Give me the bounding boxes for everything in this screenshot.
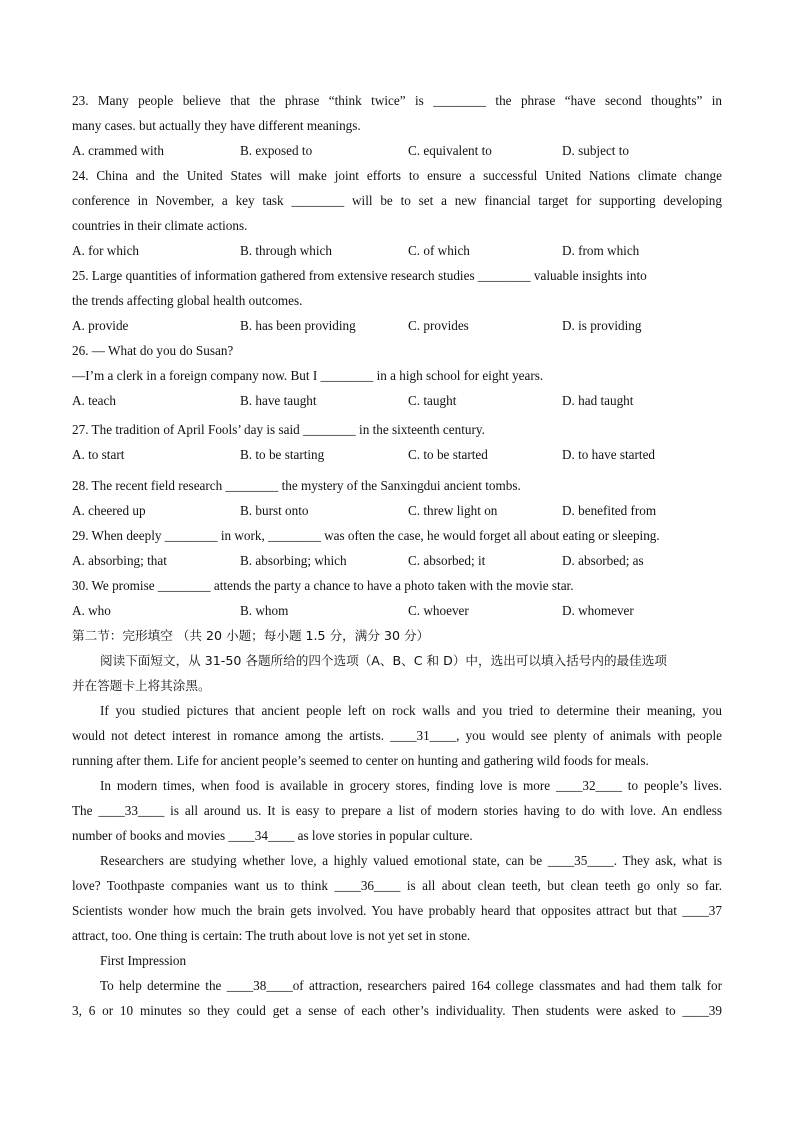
option-c: C. taught [408, 393, 457, 408]
option-a: A. who [72, 603, 111, 618]
question-23-line-2: many cases. but actually they have different meanings. [72, 118, 361, 133]
question-29-options [72, 548, 722, 573]
passage-p1-line-3: running after them. Life for ancient people’s seemed to center on hunting and gathering wild foods for meals. [72, 753, 649, 768]
question-24-line-1: 24. China and the United States will make joint efforts to ensure a successful United Nations climate change [72, 168, 722, 183]
question-24-options [72, 238, 722, 263]
question-23-options [72, 138, 722, 163]
question-26-options [72, 388, 722, 413]
option-b: B. burst onto [240, 503, 309, 518]
question-28-options [72, 498, 722, 523]
option-a: A. cheered up [72, 503, 146, 518]
option-d: D. had taught [562, 393, 634, 408]
option-c: C. of which [408, 243, 470, 258]
option-c: C. threw light on [408, 503, 498, 518]
question-25-options [72, 313, 722, 338]
option-b: B. absorbing; which [240, 553, 347, 568]
question-28-line-1: 28. The recent field research ________ the mystery of the Sanxingdui ancient tombs. [72, 478, 521, 493]
passage-p1-line-2: would not detect interest in romance among the artists. ____31____, you would see plenty of animals with people [72, 728, 722, 743]
question-30-line-1: 30. We promise ________ attends the party a chance to have a photo taken with the movie star. [72, 578, 574, 593]
passage-p2-line-1: In modern times, when food is available in grocery stores, finding love is more ____32____ to people’s lives. [100, 778, 722, 793]
option-a: A. for which [72, 243, 140, 258]
option-b: B. to be starting [240, 447, 325, 462]
passage-p1-line-1: If you studied pictures that ancient people left on rock walls and you tried to determine their meaning, you [100, 703, 722, 718]
question-27-options [72, 442, 722, 467]
passage-p2-line-3: number of books and movies ____34____ as love stories in popular culture. [72, 828, 473, 843]
option-c: C. provides [408, 318, 469, 333]
passage-subheading: First Impression [100, 953, 187, 968]
option-a: A. teach [72, 393, 116, 408]
option-a: A. provide [72, 318, 129, 333]
option-a: A. absorbing; that [72, 553, 167, 568]
passage-p2-line-2: The ____33____ is all around us. It is easy to prepare a list of modern stories having to do with love. An endless [72, 803, 722, 818]
option-d: D. is providing [562, 318, 642, 333]
passage-p4-line-1: To help determine the ____38____of attraction, researchers paired 164 college classmates and had them talk for [100, 978, 722, 993]
section-instructions-line-1: 阅读下面短文，从 31-50 各题所给的四个选项（A、B、C 和 D）中，选出可以填入括号内的最佳选项 [100, 653, 667, 668]
passage-p3-line-4: attract, too. One thing is certain: The truth about love is not yet set in stone. [72, 928, 471, 943]
passage-p4-line-2: 3, 6 or 10 minutes so they could get a sense of each other’s individuality. Then students were asked to ____39 [72, 1003, 722, 1018]
question-26-line-2: —I’m a clerk in a foreign company now. But I ________ in a high school for eight years. [72, 368, 544, 383]
option-a: A. to start [72, 447, 125, 462]
exam-page [72, 88, 722, 1023]
question-25-line-1: 25. Large quantities of information gathered from extensive research studies ________ valuable insights into [72, 268, 647, 283]
section-heading: 第二节：完形填空 （共 20 小题；每小题 1.5 分，满分 30 分） [72, 628, 430, 643]
passage-p3-line-1: Researchers are studying whether love, a highly valued emotional state, can be ____35____. They ask, what is [100, 853, 722, 868]
option-b: B. exposed to [240, 143, 313, 158]
option-d: D. subject to [562, 143, 630, 158]
passage-p3-line-2: love? Toothpaste companies want us to think ____36____ is all about clean teeth, but clean teeth go only so far. [72, 878, 722, 893]
option-d: D. whomever [562, 603, 634, 618]
option-d: D. from which [562, 243, 640, 258]
passage-p3-line-3: Scientists wonder how much the brain gets involved. You have probably heard that opposites attract but that ____37 [72, 903, 722, 918]
option-d: D. benefited from [562, 503, 657, 518]
question-25-line-2: the trends affecting global health outcomes. [72, 293, 303, 308]
question-29-line-1: 29. When deeply ________ in work, ________ was often the case, he would forget all about eating or sleeping. [72, 528, 660, 543]
question-24-line-3: countries in their climate actions. [72, 218, 248, 233]
option-d: D. absorbed; as [562, 553, 644, 568]
option-b: B. has been providing [240, 318, 356, 333]
question-30-options [72, 598, 722, 623]
option-a: A. crammed with [72, 143, 164, 158]
option-b: B. through which [240, 243, 332, 258]
option-c: C. to be started [408, 447, 488, 462]
option-b: B. whom [240, 603, 289, 618]
question-27-line-1: 27. The tradition of April Fools’ day is said ________ in the sixteenth century. [72, 422, 485, 437]
option-c: C. absorbed; it [408, 553, 486, 568]
option-b: B. have taught [240, 393, 317, 408]
option-c: C. equivalent to [408, 143, 492, 158]
question-23-line-1: 23. Many people believe that the phrase “think twice” is ________ the phrase “have second thoughts” in [72, 93, 722, 108]
section-instructions-line-2: 并在答题卡上将其涂黑。 [72, 678, 211, 693]
question-24-line-2: conference in November, a key task ________ will be to set a new financial target for supporting developing [72, 193, 722, 208]
option-d: D. to have started [562, 447, 656, 462]
option-c: C. whoever [408, 603, 469, 618]
question-26-line-1: 26. — What do you do Susan? [72, 343, 234, 358]
